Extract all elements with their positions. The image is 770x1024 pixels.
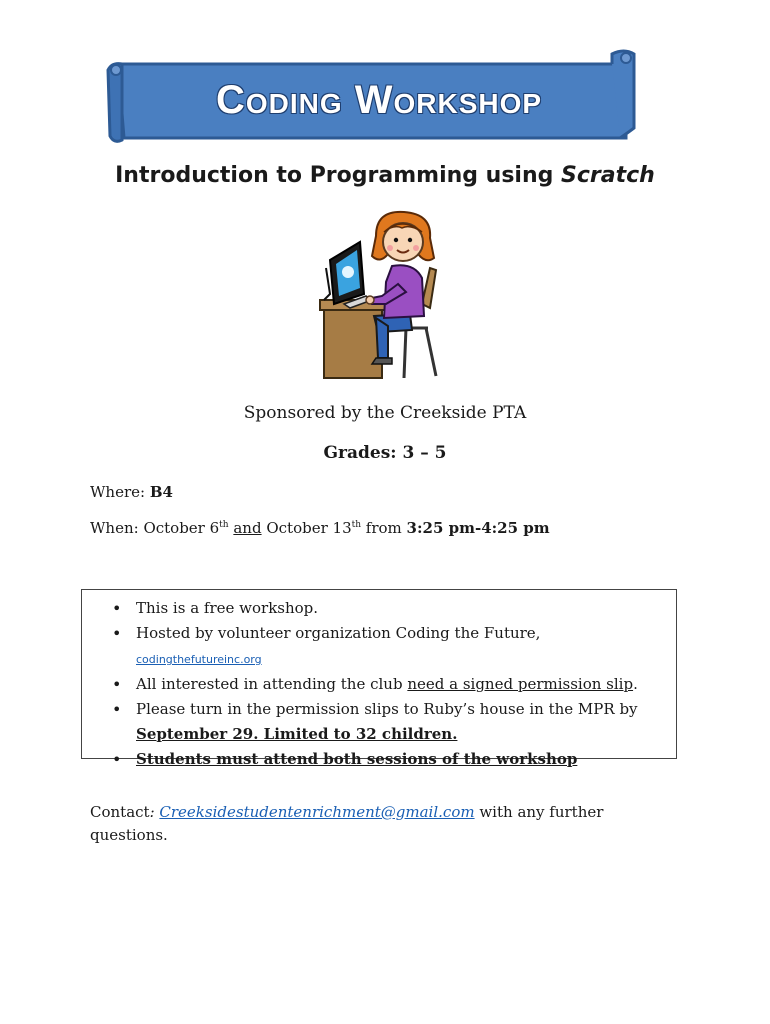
list-item xyxy=(108,697,666,747)
when-time: 3:25 pm-4:25 pm xyxy=(406,519,550,537)
contact-rest: with any further questions. xyxy=(90,803,604,844)
when-sup-1: th xyxy=(219,520,229,530)
list-item xyxy=(108,621,666,672)
banner-title: Coding Workshop xyxy=(215,78,543,122)
when-label: When: October 6 xyxy=(90,519,220,537)
where-label: Where: xyxy=(90,483,150,501)
banner-scroll xyxy=(104,48,642,150)
deadline-text: September 29. Limited to 32 children. xyxy=(136,725,458,743)
permission-slip-text: need a signed permission slip xyxy=(407,675,634,693)
list-item xyxy=(108,747,666,772)
when-sup-2: th xyxy=(351,520,362,530)
contact-line xyxy=(90,801,650,847)
info-list xyxy=(108,596,666,772)
when-from: from xyxy=(361,519,407,537)
subtitle-emphasis: Scratch xyxy=(561,163,655,188)
subtitle xyxy=(0,163,770,188)
bullet-hosted: Hosted by volunteer organization Coding the Future, xyxy=(136,624,541,642)
when-mid: October 13 xyxy=(261,519,352,537)
bullet-interested: All interested in attending the club xyxy=(136,675,408,693)
sponsor-line: Sponsored by the Creekside PTA xyxy=(243,403,527,423)
contact-email-link[interactable]: Creeksidestudentenrichment@gmail.com xyxy=(159,803,475,821)
bullet-turn-in: Please turn in the permission slips to Ruby’s house in the MPR by xyxy=(136,700,638,718)
bullet-free: This is a free workshop. xyxy=(136,599,319,617)
grades-line: Grades: 3 – 5 xyxy=(323,443,447,463)
contact-label: Contact xyxy=(90,803,150,821)
bullet-period: . xyxy=(633,675,638,693)
list-item xyxy=(108,596,666,621)
where-value: B4 xyxy=(149,483,173,501)
contact-colon: : xyxy=(149,803,160,821)
when-line xyxy=(90,519,550,537)
list-item xyxy=(108,672,666,697)
coding-future-link[interactable]: codingthefutureinc.org xyxy=(136,653,262,666)
subtitle-text: Introduction to Programming using xyxy=(115,163,562,188)
girl-at-computer-icon xyxy=(314,208,456,382)
bullet-attend-both: Students must attend both sessions of the workshop xyxy=(136,750,578,768)
info-box xyxy=(81,589,677,768)
where-line xyxy=(90,483,173,501)
when-and: and xyxy=(233,519,262,537)
